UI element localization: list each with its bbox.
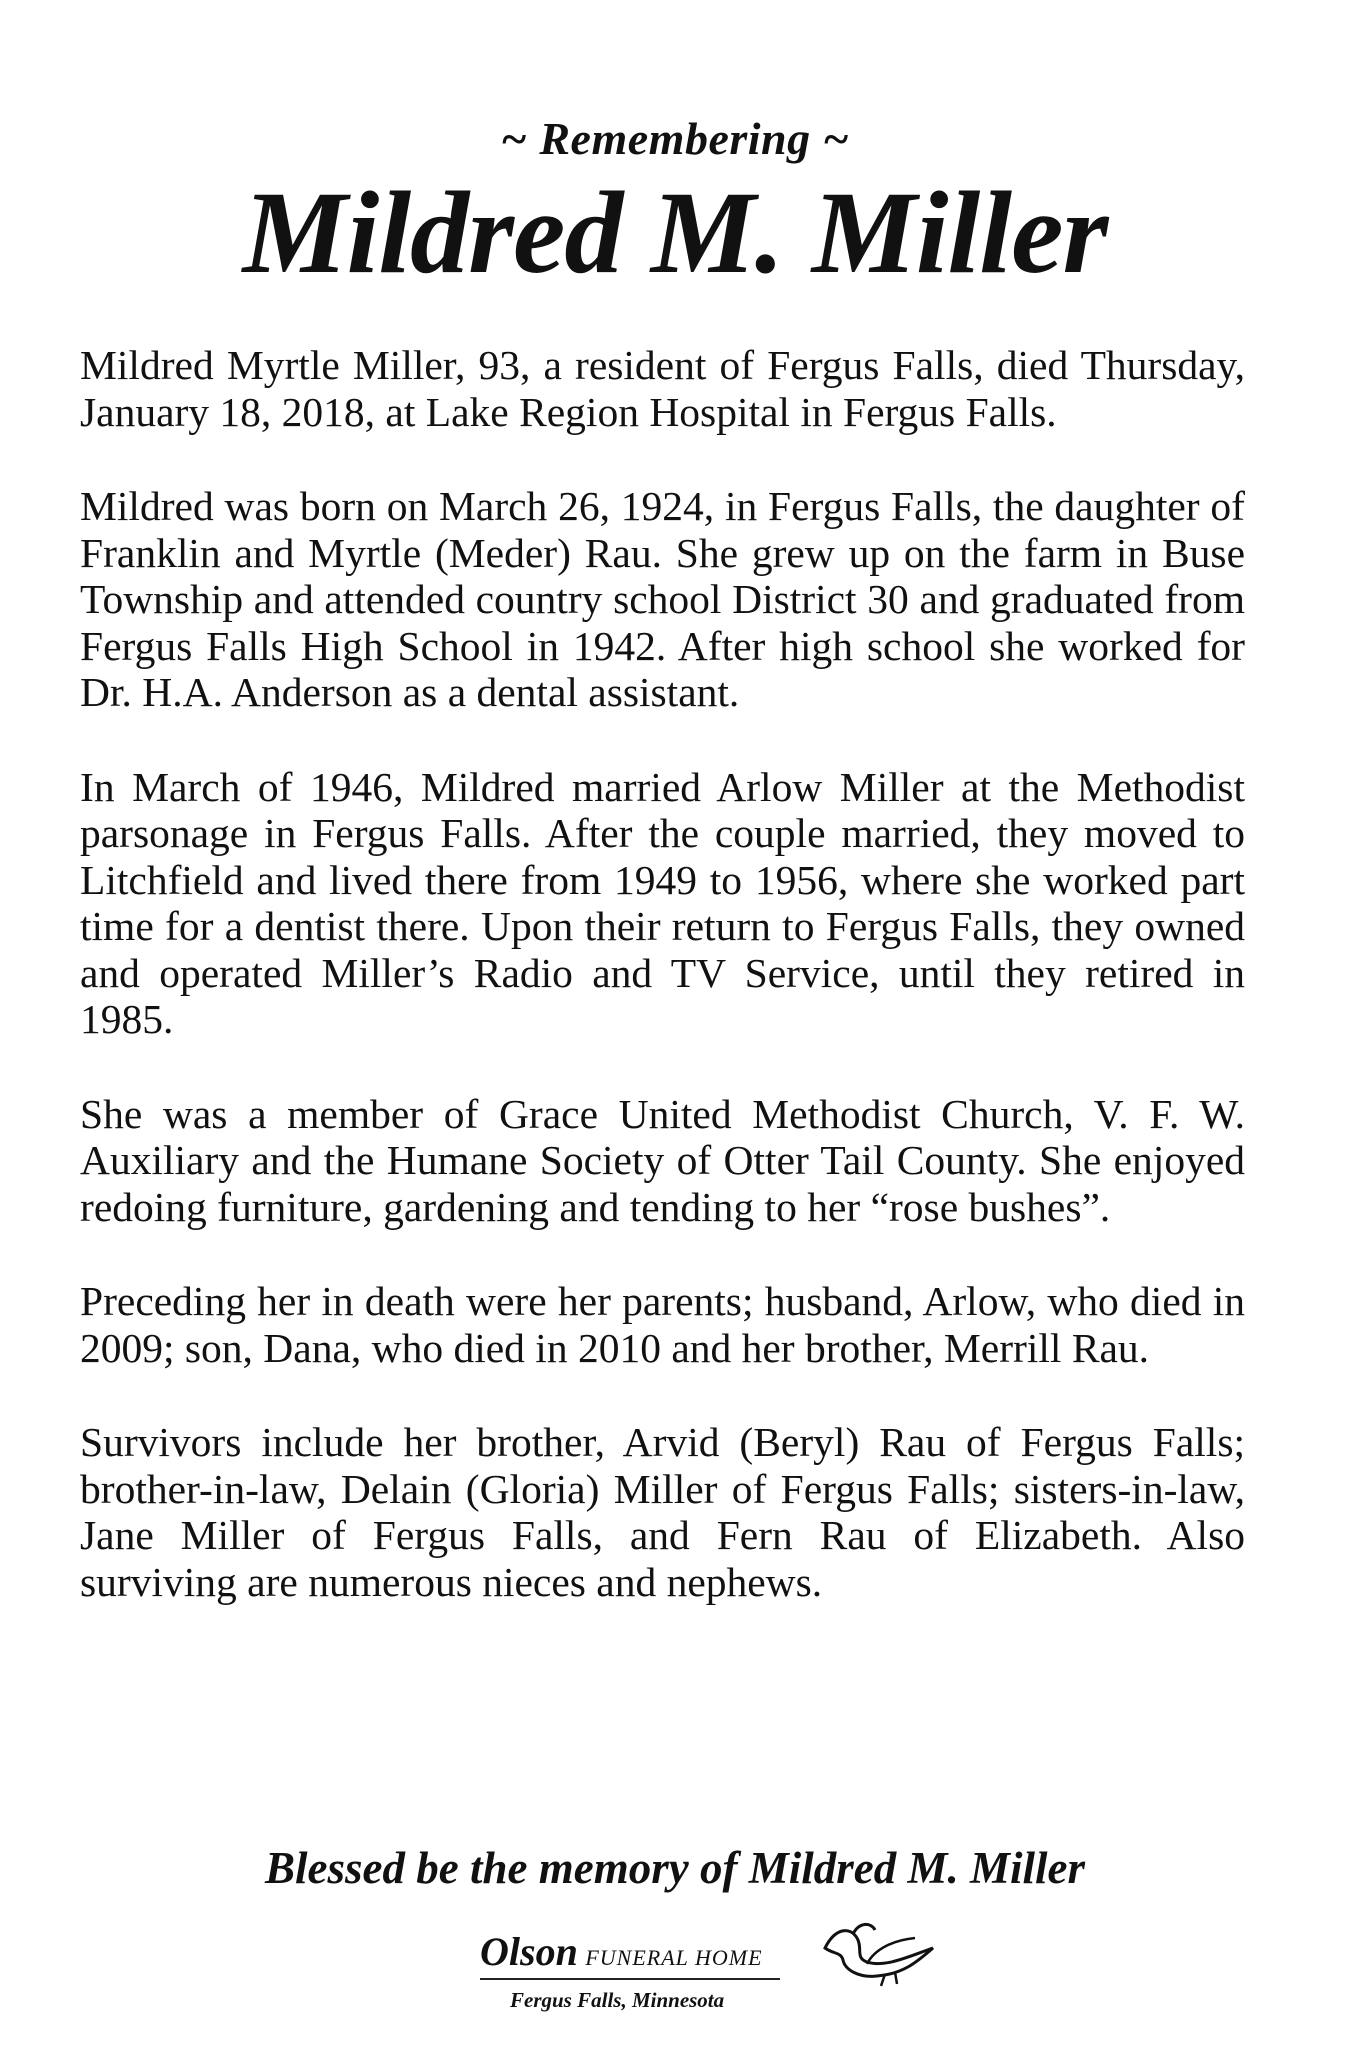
goose-icon — [815, 1918, 945, 1988]
logo-divider — [480, 1978, 780, 1980]
funeral-home-location: Fergus Falls, Minnesota — [510, 1988, 725, 2012]
funeral-home-suffix: FUNERAL HOME — [585, 1945, 763, 1970]
paragraph-death-notice: Mildred Myrtle Miller, 93, a resident of Fergus Falls, died Thursday, January 18, 2018, at Lake Region Hospital in Fergus Falls. — [80, 342, 1245, 435]
remembering-heading: ~ Remembering ~ — [500, 113, 850, 164]
paragraph-memberships: She was a member of Grace United Methodist Church, V. F. W. Auxiliary and the Humane Society of Otter Tail County. She enjoyed redoing furniture, gardening and tending to her “rose bushes”. — [80, 1090, 1245, 1230]
funeral-home-logo — [470, 1918, 950, 2028]
paragraph-marriage: In March of 1946, Mildred married Arlow Miller at the Methodist parsonage in Fergus Falls. After the couple married, they moved to Litchfield and lived there from 1949 to 1956, where she worked part time for a dentist there. Upon their return to Fergus Falls, they owned and operated Miller’s Radio and TV Service, until they retired in 1985. — [80, 763, 1245, 1042]
obituary-body — [80, 342, 1245, 1653]
funeral-home-name — [480, 1928, 763, 1975]
deceased-name-title: Mildred M. Miller — [242, 167, 1108, 298]
paragraph-preceded: Preceding her in death were her parents; husband, Arlow, who died in 2009; son, Dana, who died in 2010 and her brother, Merrill Rau. — [80, 1278, 1245, 1371]
funeral-home-wordmark: Olson — [480, 1929, 578, 1974]
closing-blessing: Blessed be the memory of Mildred M. Miller — [265, 1843, 1085, 1893]
paragraph-early-life: Mildred was born on March 26, 1924, in Fergus Falls, the daughter of Franklin and Myrtle (Meder) Rau. She grew up on the farm in Buse Township and attended country school District 30 and graduated from Fergus Falls High School in 1942. After high school she worked for Dr. H.A. Anderson as a dental assistant. — [80, 483, 1245, 715]
paragraph-survivors: Survivors include her brother, Arvid (Beryl) Rau of Fergus Falls; brother-in-law, Delain (Gloria) Miller of Fergus Falls; sisters-in-law, Jane Miller of Fergus Falls, and Fern Rau of Elizabeth. Also surviving are numerous nieces and nephews. — [80, 1419, 1245, 1605]
